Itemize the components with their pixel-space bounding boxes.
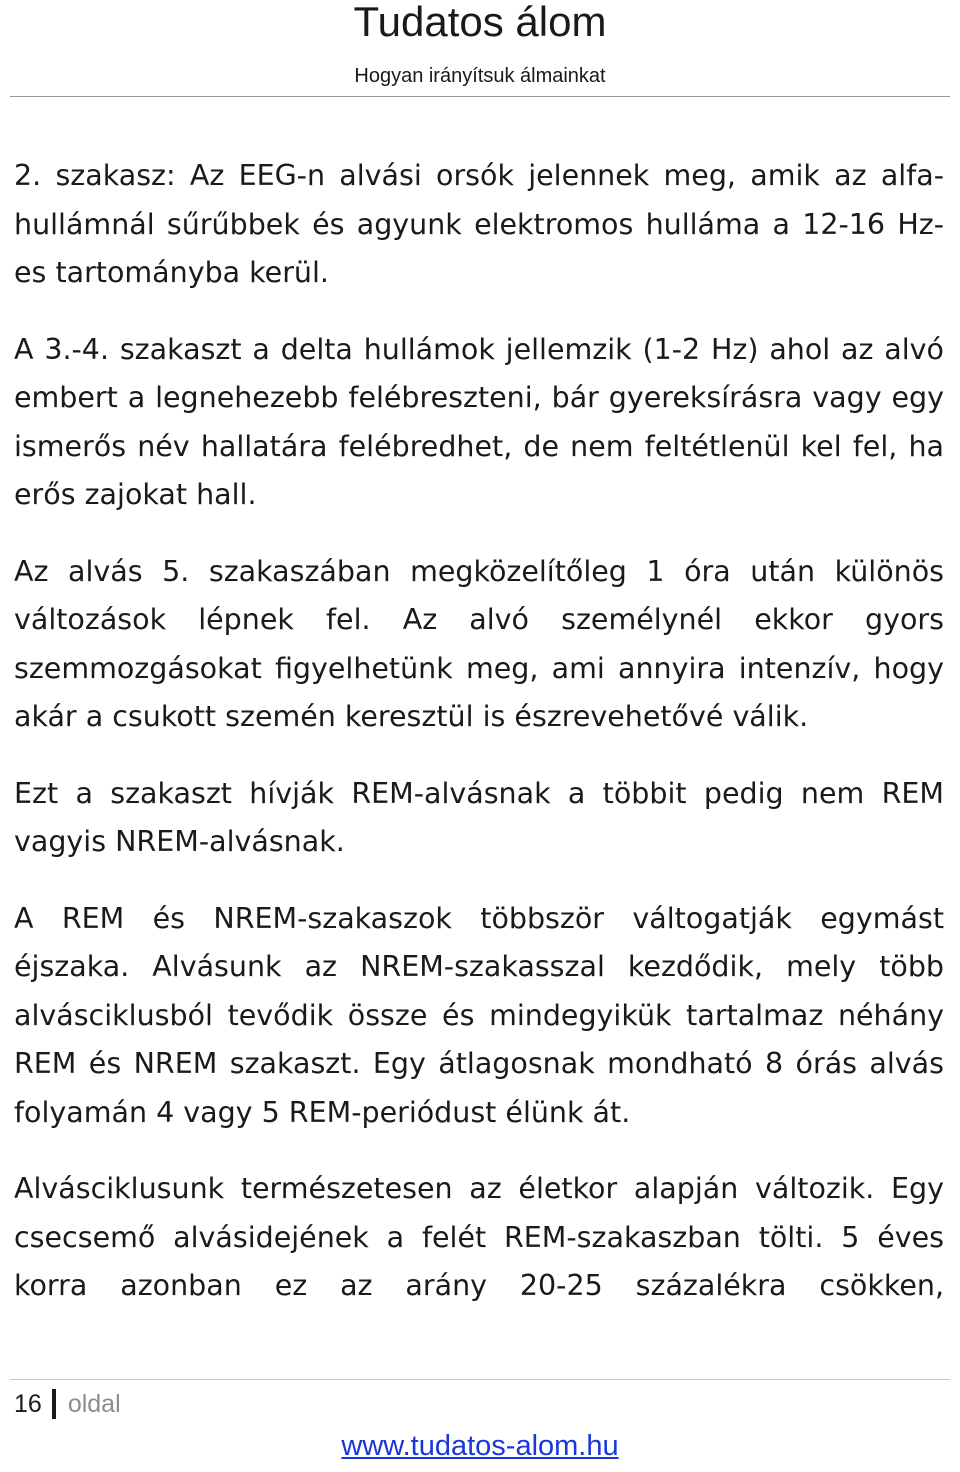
document-subtitle: Hogyan irányítsuk álmainkat (354, 65, 606, 87)
website-link[interactable]: www.tudatos-alom.hu (341, 1430, 619, 1462)
paragraph-stage-5: Az alvás 5. szakaszában megközelítőleg 1 óra után különös változások lépnek fel. Az alvó személynél ekkor gyors szemmozgásokat figyelhetünk meg, ami annyira intenzív, hogy akár a csukott szemén keresztül is észrevehetővé válik. (14, 554, 944, 733)
header-divider (10, 96, 950, 97)
paragraph-age-changes: Alvásciklusunk természetesen az életkor alapján változik. Egy csecsemő alvásidejének a felét REM-szakaszban tölti. 5 éves korra azonban ez az arány 20-25 százalékra csökken, (14, 1172, 944, 1302)
paragraph-rem-definition: Ezt a szakaszt hívják REM-alvásnak a többit pedig nem REM vagyis NREM-alvásnak. (14, 776, 944, 858)
paragraph-stage-3-4: A 3.-4. szakaszt a delta hullámok jellemzik (1-2 Hz) ahol az alvó embert a legnehezebb felébreszteni, bár gyereksírásra vagy egy ismerős név hallatára felébredhet, de nem feltétlenül kel fel, ha erős zajokat hall. (14, 332, 944, 511)
footer-divider (10, 1379, 950, 1380)
body-text (14, 152, 944, 1339)
footer-website (0, 1426, 960, 1466)
page-number-block (14, 1386, 121, 1422)
page-label: oldal (67, 1390, 121, 1418)
paragraph-stage-2: 2. szakasz: Az EEG-n alvási orsók jelennek meg, amik az alfa-hullámnál sűrűbbek és agyunk elektromos hulláma a 12-16 Hz-es tartományba kerül. (14, 159, 944, 289)
document-title: Tudatos álom (353, 0, 607, 45)
page-number: 16 (14, 1390, 42, 1418)
page-number-separator (52, 1389, 56, 1419)
paragraph-rem-nrem-cycles: A REM és NREM-szakaszok többször váltogatják egymást éjszaka. Alvásunk az NREM-szakasszal kezdődik, mely több alvásciklusból tevődik össze és mindegyikük tartalmaz néhány REM és NREM szakaszt. Egy átlagosnak mondható 8 órás alvás folyamán 4 vagy 5 REM-periódust élünk át. (14, 901, 944, 1129)
